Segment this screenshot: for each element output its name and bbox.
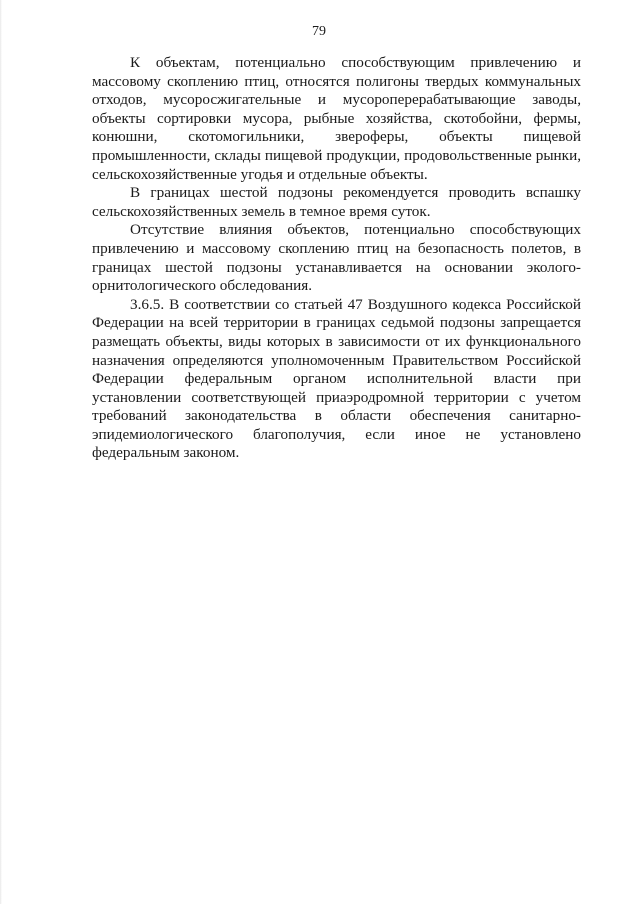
paragraph-seventh-subzone: 3.6.5. В соответствии со статьей 47 Воздушного кодекса Российской Федерации на всей территории в границах седьмой подзоны запрещается размещать объекты, виды которых в зависимости от их функционального назначения определяются уполномоченным Правительством Российской Федерации федеральным органом исполнительной власти при установлении соответствующей приаэродромной территории с учетом требований законодательства в области обеспечения санитарно-эпидемиологического благополучия, если иное не установлено федеральным законом. xyxy=(92,295,581,462)
body-text xyxy=(92,54,581,463)
page-number: 79 xyxy=(312,24,326,39)
paragraph-attracting-objects: К объектам, потенциально способствующим привлечению и массовому скоплению птиц, относятся полигоны твердых коммунальных отходов, мусоросжигательные и мусороперерабатывающие заводы, объекты сортировки мусора, рыбные хозяйства, скотобойни, фермы, конюшни, скотомогильники, звероферы, объекты пищевой промышленности, склады пищевой продукции, продовольственные рынки, сельскохозяйственные угодья и отдельные объекты. xyxy=(92,54,581,183)
paragraph-ornithological-survey: Отсутствие влияния объектов, потенциально способствующих привлечению и массовому скоплению птиц на безопасность полетов, в границах шестой подзоны устанавливается на основании эколого-орнитологического обследования. xyxy=(92,221,581,295)
scan-edge-shadow xyxy=(0,0,2,904)
paragraph-plowing-recommendation: В границах шестой подзоны рекомендуется проводить вспашку сельскохозяйственных земель в темное время суток. xyxy=(92,184,581,220)
